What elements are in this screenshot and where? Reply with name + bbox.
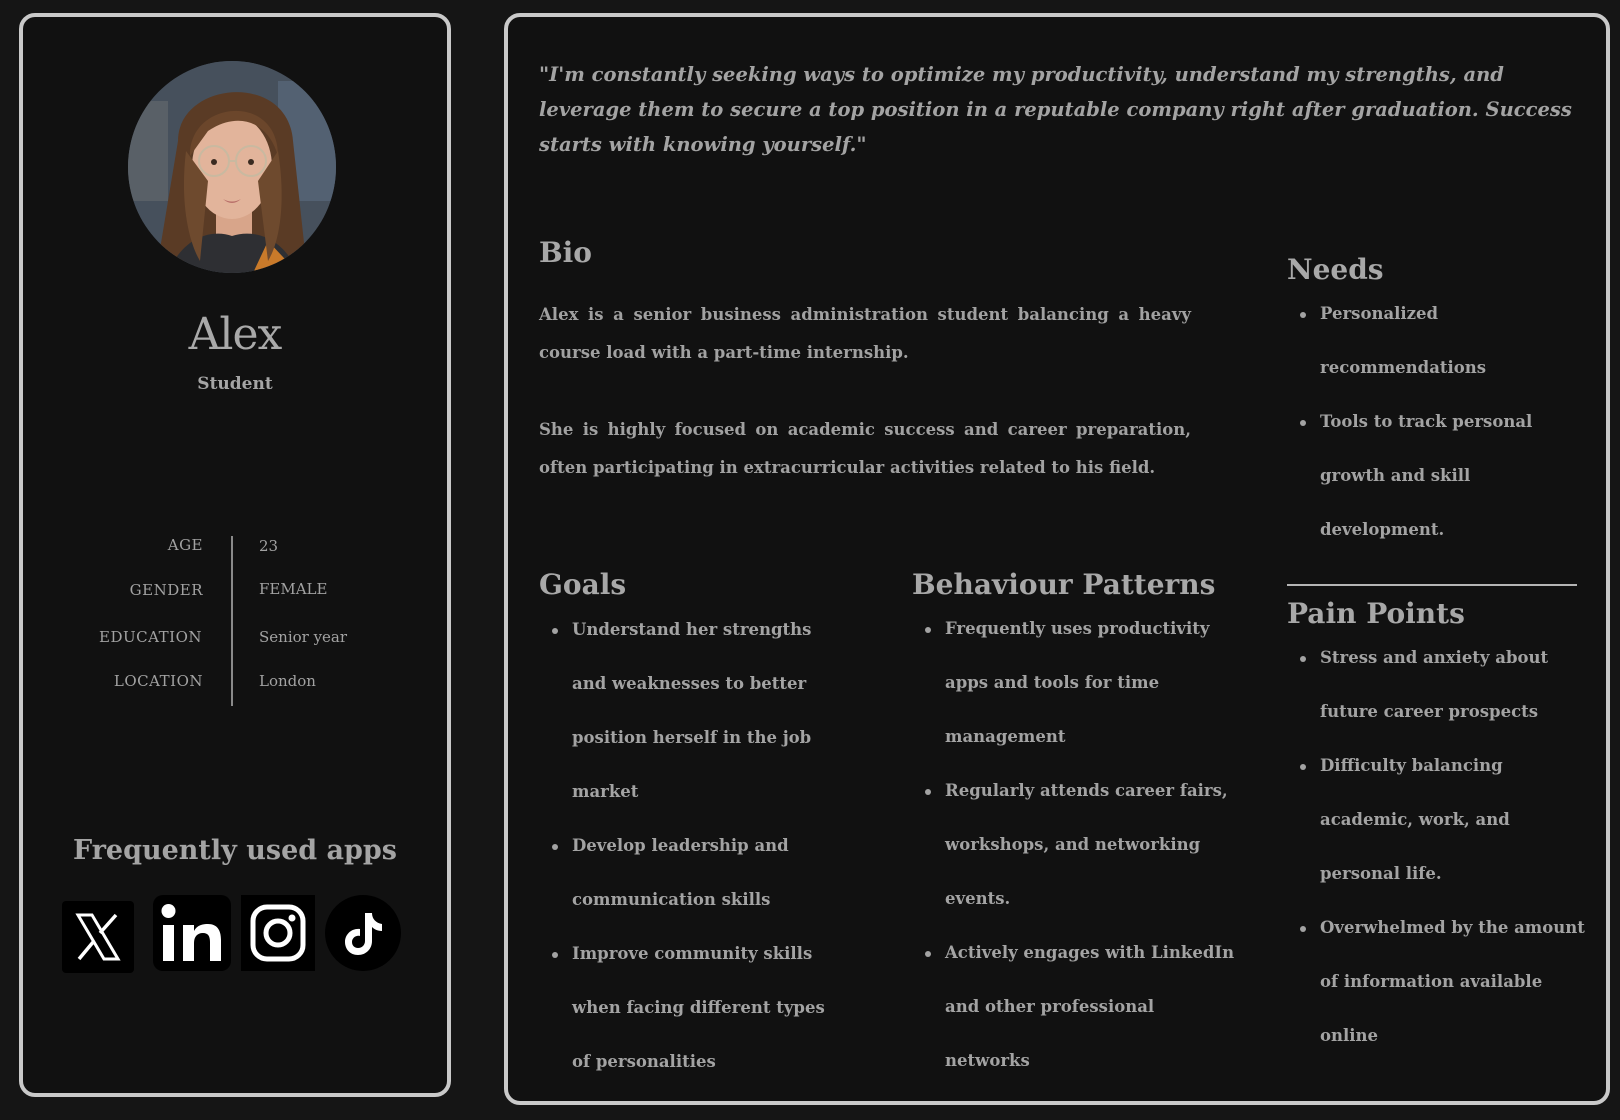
needs-title: Needs <box>1287 253 1384 286</box>
list-item: Difficulty balancing academic, work, and personal life. <box>1320 739 1586 901</box>
info-value-location: London <box>259 672 316 690</box>
info-value-age: 23 <box>259 537 279 555</box>
info-label-education: EDUCATION <box>99 628 202 646</box>
goals-title: Goals <box>539 568 627 601</box>
list-item: Actively engages with LinkedIn and other professional networks <box>945 926 1235 1088</box>
list-item: Overwhelmed by the amount of information available online <box>1320 901 1586 1063</box>
section-divider <box>1287 584 1577 586</box>
behaviour-patterns-list <box>912 602 1235 1088</box>
profile-role: Student <box>197 374 273 394</box>
list-item: Tools to track personal growth and skill development. <box>1320 395 1582 557</box>
list-item: Personalized recommendations <box>1320 287 1582 395</box>
list-item: Improve community skills when facing different types of personalities <box>572 927 846 1089</box>
pain-points-list <box>1287 631 1586 1063</box>
instagram-icon[interactable] <box>241 895 315 975</box>
profile-name: Alex <box>188 309 282 360</box>
pain-points-title: Pain Points <box>1287 597 1465 630</box>
linkedin-icon[interactable] <box>153 895 231 975</box>
goals-list <box>539 603 846 1089</box>
info-value-education: Senior year <box>259 628 348 646</box>
persona-quote: "I'm constantly seeking ways to optimize my productivity, understand my strengths, and leverage them to secure a top position in a reputable company right after graduation. Success starts with knowing yourself." <box>539 63 1572 156</box>
profile-card <box>19 13 451 1097</box>
needs-list <box>1287 287 1582 557</box>
bio-paragraph-2: She is highly focused on academic success and career preparation, often participating in extracurricular activities related to his field. <box>539 420 1191 477</box>
info-label-age: AGE <box>167 536 203 554</box>
behaviour-patterns-title: Behaviour Patterns <box>912 568 1216 601</box>
list-item: Develop leadership and communication skills <box>572 819 846 927</box>
apps-title: Frequently used apps <box>73 835 397 866</box>
list-item: Understand her strengths and weaknesses to better position herself in the job market <box>572 603 846 819</box>
info-value-gender: FEMALE <box>259 580 328 598</box>
details-card <box>504 13 1610 1105</box>
x-icon[interactable] <box>62 901 134 977</box>
info-label-gender: GENDER <box>129 581 203 599</box>
avatar-portrait-image <box>128 61 336 273</box>
bio-title: Bio <box>539 236 592 269</box>
list-item: Stress and anxiety about future career prospects <box>1320 631 1586 739</box>
info-label-location: LOCATION <box>113 672 203 690</box>
info-divider <box>231 536 233 706</box>
list-item: Regularly attends career fairs, workshops, and networking events. <box>945 764 1235 926</box>
bio-paragraph-1: Alex is a senior business administration student balancing a heavy course load with a part-time internship. <box>539 305 1191 362</box>
list-item: Frequently uses productivity apps and tools for time management <box>945 602 1235 764</box>
tiktok-icon[interactable] <box>325 895 401 975</box>
avatar <box>128 61 336 273</box>
